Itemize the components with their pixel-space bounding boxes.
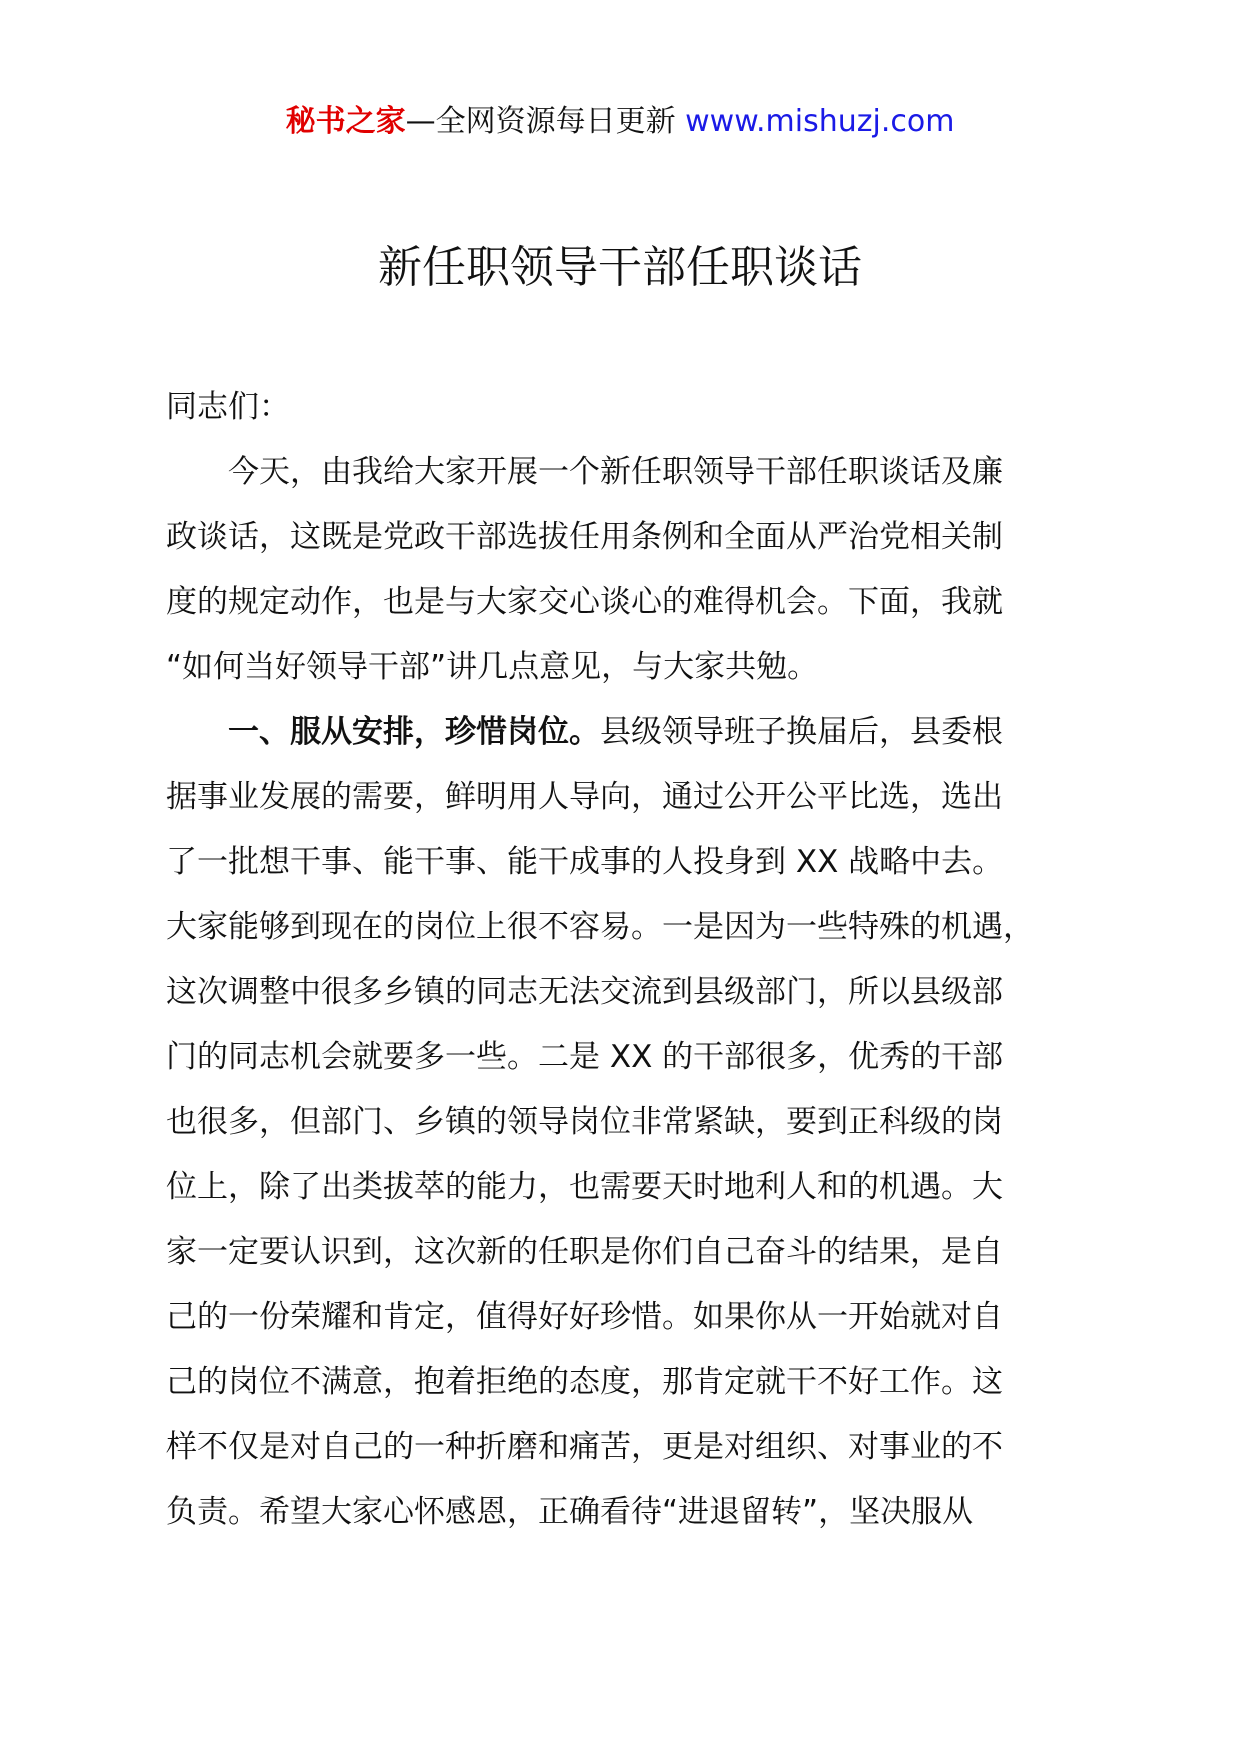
paragraph-line: 这次调整中很多乡镇的同志无法交流到县级部门，所以县级部 (166, 974, 1003, 1010)
section-1-heading: 一、服从安排，珍惜岗位。 (228, 714, 600, 750)
paragraph-line: 样不仅是对自己的一种折磨和痛苦，更是对组织、对事业的不 (166, 1429, 1003, 1465)
document-title: 新任职领导干部任职谈话 (378, 242, 862, 293)
paragraph-line: 也很多，但部门、乡镇的领导岗位非常紧缺，要到正科级的岗 (166, 1104, 1003, 1140)
document-body (166, 375, 1091, 1545)
paragraph-line: 己的一份荣耀和肯定，值得好好珍惜。如果你从一开始就对自 (166, 1299, 1003, 1335)
paragraph-line: 政谈话，这既是党政干部选拔任用条例和全面从严治党相关制 (166, 519, 1003, 555)
paragraph-line: 位上，除了出类拔萃的能力，也需要天时地利人和的机遇。大 (166, 1169, 1003, 1205)
paragraph-line: 己的岗位不满意，抱着拒绝的态度，那肯定就干不好工作。这 (166, 1364, 1003, 1400)
section-1-first-line (166, 700, 1091, 765)
section-1-first-line-text: 县级领导班子换届后，县委根 (600, 714, 1003, 750)
paragraph-line: “如何当好领导干部”讲几点意见，与大家共勉。 (166, 649, 819, 685)
paragraph-line: 负责。希望大家心怀感恩，正确看待“进退留转”，坚决服从 (166, 1494, 974, 1530)
brand-name: 秘书之家 (285, 104, 406, 139)
site-url[interactable]: www.mishuzj.com (685, 104, 955, 139)
salutation: 同志们： (166, 389, 290, 425)
paragraph-line: 今天，由我给大家开展一个新任职领导干部任职谈话及廉 (228, 454, 1003, 490)
paragraph-line: 据事业发展的需要，鲜明用人导向，通过公开公平比选，选出 (166, 779, 1003, 815)
header-tagline: —全网资源每日更新 (405, 104, 686, 139)
paragraph-line: 大家能够到现在的岗位上很不容易。一是因为一些特殊的机遇， (166, 909, 1034, 945)
paragraph-line: 度的规定动作，也是与大家交心谈心的难得机会。下面，我就 (166, 584, 1003, 620)
paragraph-line: 了一批想干事、能干事、能干成事的人投身到 XX 战略中去。 (166, 844, 1004, 880)
paragraph-line: 家一定要认识到，这次新的任职是你们自己奋斗的结果，是自 (166, 1234, 1003, 1270)
paragraph-line: 门的同志机会就要多一些。二是 XX 的干部很多，优秀的干部 (166, 1039, 1004, 1075)
page-header (0, 100, 1240, 144)
